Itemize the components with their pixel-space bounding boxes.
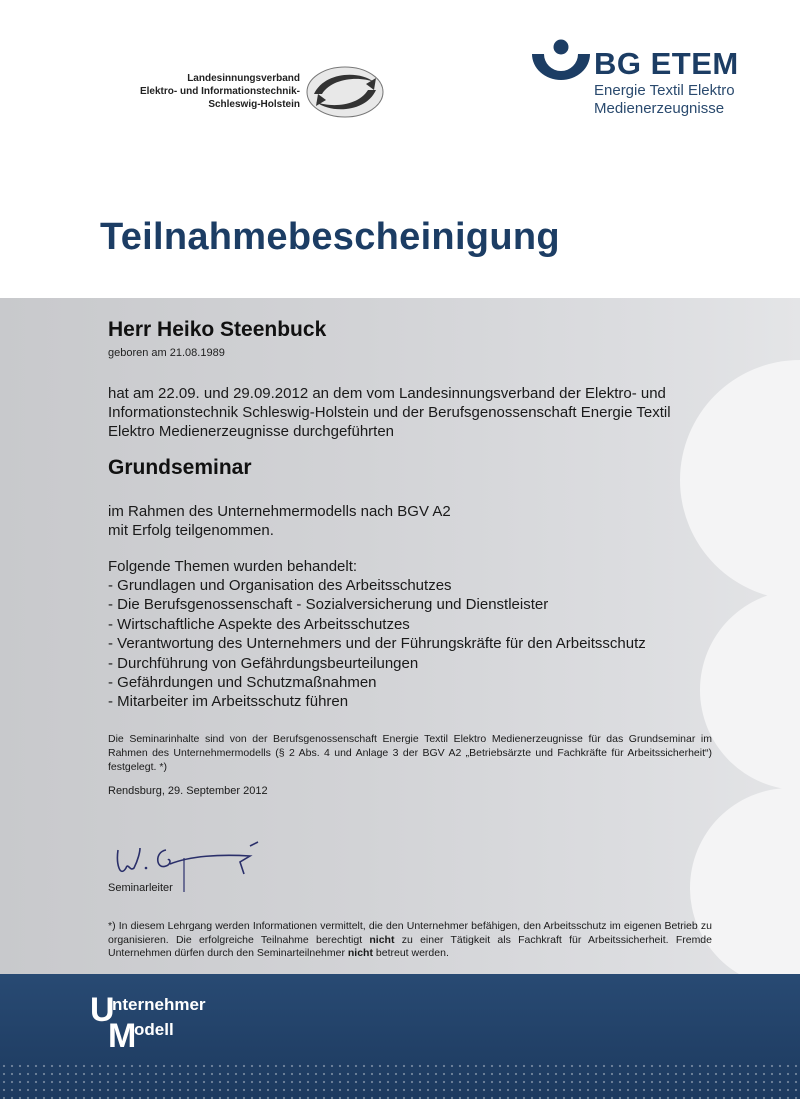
intro-text: hat am 22.09. und 29.09.2012 an dem vom Landesinnungsverband der Elektro- und Informationstechnik Schleswig-Holstein und der Berufsgenossenschaft Energie Textil Elektro Medienerzeugnisse durchgeführten <box>108 385 671 440</box>
bg-etem-subtitle-line: Medienerzeugnisse <box>594 100 725 117</box>
footnote <box>108 920 712 961</box>
footnote-emphasis: nicht <box>369 933 395 946</box>
course-title: Grundseminar <box>108 456 252 479</box>
unternehmermodell-logo-line1: nternehmer <box>112 995 206 1014</box>
association-name <box>100 72 300 111</box>
unternehmermodell-logo-line2: odell <box>134 1020 174 1039</box>
unternehmermodell-logo-u: U <box>90 991 115 1029</box>
topic-item: - Verantwortung des Unternehmers und der Führungskräfte für den Arbeitsschutz <box>108 635 646 653</box>
topic-item: - Gefährdungen und Schutzmaßnahmen <box>108 674 377 692</box>
unternehmermodell-logo-m: M <box>108 1017 137 1055</box>
participant-name: Herr Heiko Steenbuck <box>108 318 327 341</box>
bg-etem-name: BG ETEM <box>594 46 739 81</box>
footnote-text: betreut werden. <box>372 947 449 959</box>
topic-item: - Die Berufsgenossenschaft - Sozialversicherung und Dienstleister <box>108 596 549 614</box>
topics-heading: Folgende Themen wurden behandelt: <box>108 558 358 575</box>
topics-list <box>108 576 646 712</box>
bg-etem-logo-icon <box>530 38 592 82</box>
bg-etem-subtitle-line: Energie Textil Elektro <box>594 82 735 99</box>
completion-text <box>108 502 708 540</box>
topic-item: - Durchführung von Gefährdungsbeurteilungen <box>108 654 419 672</box>
signature-label: Seminarleiter <box>108 882 173 894</box>
topic-item: - Wirtschaftliche Aspekte des Arbeitsschutzes <box>108 615 410 633</box>
document-title: Teilnahmebescheinigung <box>100 216 560 258</box>
footnote-text: zu einer Tätigkeit als Fachkraft für Arbeitssicherheit. Fremde Unternehmen dürfen durch den Seminarteilnehmer <box>108 933 712 959</box>
topic-item: - Mitarbeiter im Arbeitsschutz führen <box>108 693 349 711</box>
association-line: Schleswig-Holstein <box>208 99 300 110</box>
association-line: Landesinnungsverband <box>187 73 300 84</box>
association-line: Elektro- und Informationstechnik- <box>139 86 300 97</box>
footnote-text: *) In diesem Lehrgang werden Informationen vermittelt, die den Unternehmer befähigen, den Arbeitsschutz im eigenen Betrieb zu organisieren. Die erfolgreiche Teilnahme berechtigt <box>108 920 712 946</box>
birth-date: geboren am 21.08.1989 <box>108 347 225 359</box>
swirl-logo-icon <box>304 64 386 120</box>
completion-line: mit Erfolg teilgenommen. <box>108 522 274 539</box>
topic-item: - Grundlagen und Organisation des Arbeitsschutzes <box>108 577 452 594</box>
bg-etem-subtitle <box>594 82 735 118</box>
footer-dot-pattern <box>0 1062 800 1099</box>
footnote-emphasis: nicht <box>347 947 373 959</box>
completion-line: im Rahmen des Unternehmermodells nach BGV A2 <box>108 503 451 520</box>
place-date: Rendsburg, 29. September 2012 <box>108 785 268 797</box>
legal-note: Die Seminarinhalte sind von der Berufsgenossenschaft Energie Textil Elektro Medienerzeugnisse für das Grundseminar im Rahmen des Unternehmermodells (§ 2 Abs. 4 und Anlage 3 der BGV A2 „Betriebsärzte und Fachkräfte für Arbeitssicherheit“) festgelegt. *) <box>108 733 712 773</box>
decorative-circle <box>700 590 800 790</box>
